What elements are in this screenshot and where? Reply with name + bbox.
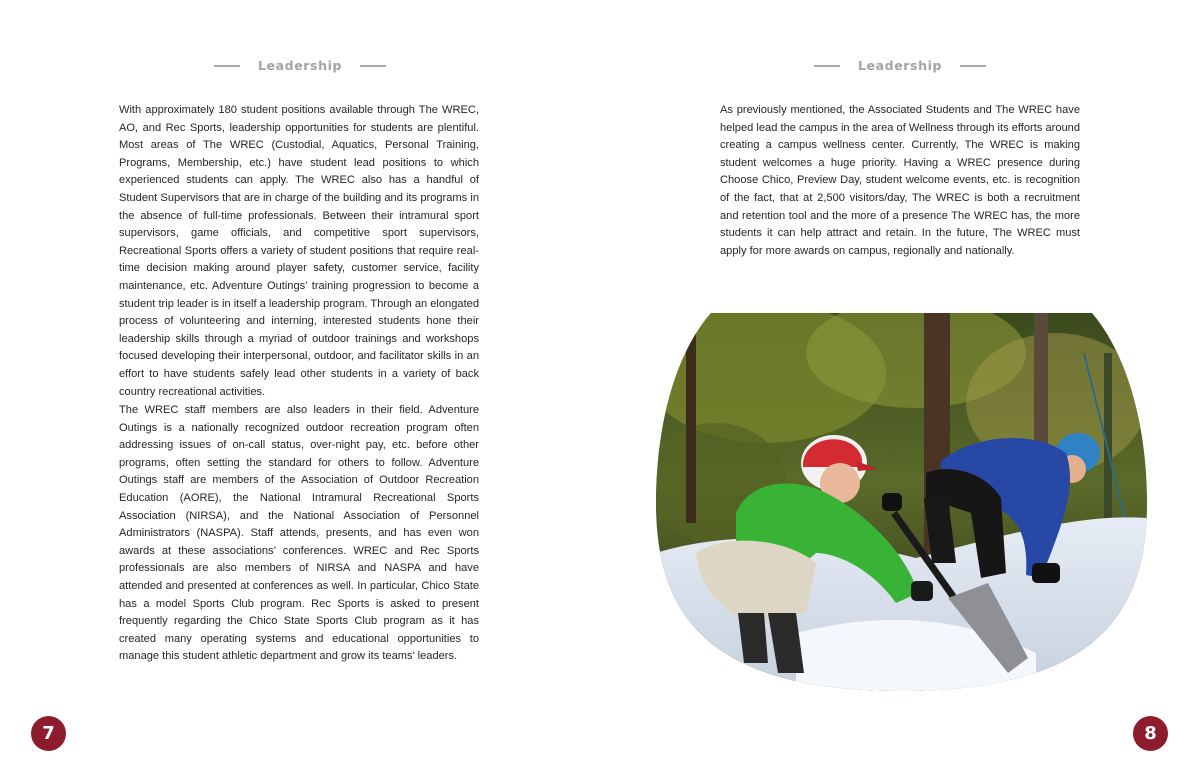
header-rule-right — [360, 65, 386, 67]
right-section-title: Leadership — [857, 58, 943, 73]
left-section-header — [0, 58, 600, 73]
page-number-right: 8 — [1133, 716, 1168, 751]
left-section-title: Leadership — [257, 58, 343, 73]
header-rule-left — [214, 65, 240, 67]
left-paragraph-1: With approximately 180 student positions available through The WREC, AO, and Rec Sports, leadership opportunities for students are plentiful. Most areas of The WREC (Custodial, Aquatics, Personal Training, Programs, Membership, etc.) have student lead positions to which experienced students can apply. The WREC also has a handful of Student Supervisors that are in charge of the building and its programs in the absence of full-time professionals. Between their intramural sport supervisors, game officials, and competitive sport supervisors, Recreational Sports offers a variety of student positions that require real-time decision making around player safety, customer service, facility maintenance, etc. Adventure Outings’ training progression to become a student trip leader is in itself a leadership program. Through an elongated process of volunteering and interning, interested students hone their leadership skills through a myriad of outdoor trainings and workshops focused developing their interpersonal, outdoor, and facilitator skills in an effort to have students safely lead other students in a variety of back country recreational activities. — [119, 104, 479, 398]
header-rule-left — [814, 65, 840, 67]
snow-shoveling-photo — [656, 313, 1147, 691]
left-paragraph-2: The WREC staff members are also leaders in their field. Adventure Outings is a nationally recognized outdoor recreation program often addressing issues of on-call status, over-night pay, etc. before other programs, often setting the standard for others to follow. Adventure Outings staff are members of the Association of Outdoor Recreation Education (AORE), the National Intramural Recreational Sports Association (NIRSA), and the National Association of Personnel Administrators (NASPA). Staff attends, presents, and has even won awards at these associations’ conferences. WREC and Rec Sports professionals are also members of NIRSA and NASPA and have attended and presented at conferences as well. In particular, Chico State has a model Sports Club program. Rec Sports is asked to present frequently regarding the Chico State Sports Club program as it has created many operating systems and educational opportunities to manage this student athletic department and grow its teams’ leaders. — [119, 404, 479, 663]
header-rule-right — [960, 65, 986, 67]
right-section-header — [600, 58, 1200, 73]
right-paragraph-1: As previously mentioned, the Associated Students and The WREC have helped lead the campus in the area of Wellness through its efforts around creating a campus wellness center. Currently, The WREC is making student welcomes a huge priority. Having a WREC presence during Choose Chico, Preview Day, student welcome events, etc. is recognition of the fact, that at 2,500 visitors/day, The WREC is both a recruitment and retention tool and the more of a presence The WREC has, the more students it can help attract and retain. In the future, The WREC must apply for more awards on campus, regionally and nationally. — [720, 104, 1080, 257]
page-number-left: 7 — [31, 716, 66, 751]
